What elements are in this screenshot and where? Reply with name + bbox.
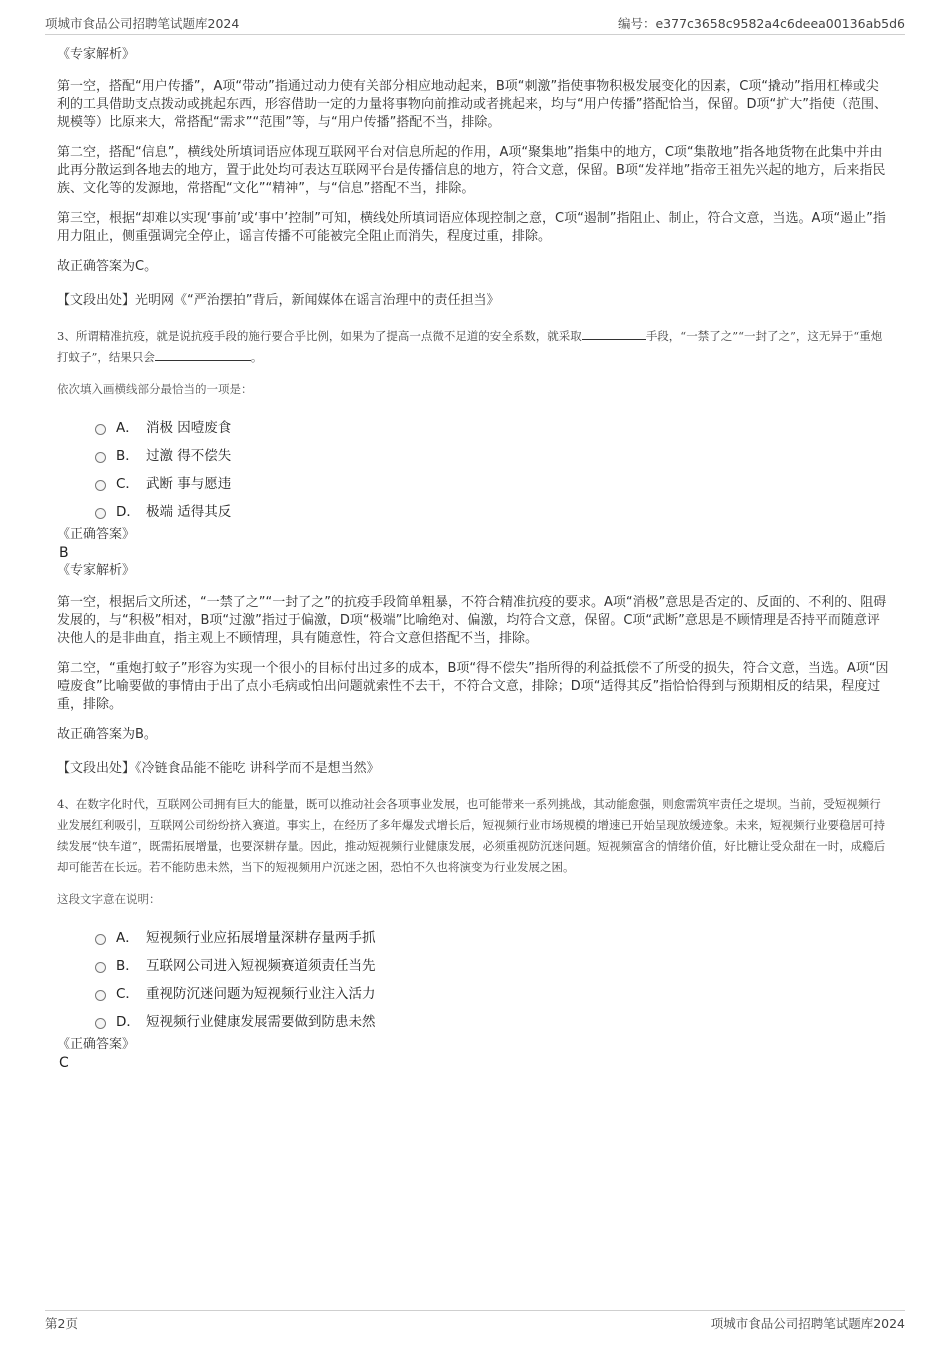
analysis-paragraph: 第一空，根据后文所述，“一禁了之”“一封了之”的抗疫手段简单粗暴，不符合精准抗疫的要求。A项“消极”意思是否定的、反面的、不利的、阻碍发展的，与“积极”相对，B项“过激”指过于偏激，D项“极端”比喻绝对、偏激，均符合文意，保留。C项“武断”意思是不顾情理是否持平而随意评决他人的是非曲直，指主观上不顾情理，具有随意性，符合文意但搭配不当，排除。: [57, 595, 887, 646]
radio-icon[interactable]: [95, 508, 106, 519]
option-key: B．: [116, 958, 139, 974]
header-divider: [45, 34, 905, 35]
option-text: 短视频行业健康发展需要做到防患未然: [146, 1014, 376, 1030]
header-title: 项城市食品公司招聘笔试题库2024: [45, 16, 240, 31]
analysis-paragraph: 第一空，搭配“用户传播”，A项“带动”指通过动力使有关部分相应地动起来，B项“刺激”指使事物积极发展变化的因素，C项“撬动”指用杠棒或尖利的工具借助支点拨动或挑起东西，形容借助一定的力量将事物向前推动或者挑起来，均与“用户传播”搭配恰当，保留。D项“扩大”指使（范围、规模等）比原来大，常搭配“需求”“范围”等，与“用户传播”搭配不当，排除。: [57, 79, 887, 130]
page-number: 第2页: [45, 1316, 78, 1331]
option-key: B．: [116, 448, 139, 464]
option-text: 短视频行业应拓展增量深耕存量两手抓: [146, 930, 376, 946]
option-d[interactable]: [95, 496, 890, 524]
page-footer: [45, 1314, 905, 1334]
option-c[interactable]: [95, 468, 890, 496]
option-text: 互联网公司进入短视频赛道须责任当先: [146, 958, 376, 974]
question-instruction: 依次填入画横线部分最恰当的一项是：: [57, 382, 253, 396]
radio-icon[interactable]: [95, 1018, 106, 1029]
question-4-text: 4、在数字化时代，互联网公司拥有巨大的能量，既可以推动社会各项事业发展，也可能带来一系列挑战，其动能愈强，则愈需筑牢责任之堤坝。当前，受短视频行业发展红利吸引，互联网公司纷纷挤入赛道。事实上，在经历了多年爆发式增长后，短视频行业市场规模的增速已开始呈现放缓迹象。未来，短视频行业要稳居可持续发展“快车道”，既需拓展增量，也要深耕存量。因此，推动短视频行业健康发展，必须重视防沉迷问题。短视频富含的情绪价值，好比糖让受众甜在一时，成瘾后却可能苦在长远。若不能防患未然，当下的短视频用户沉迷之困，恐怕不久也将演变为行业发展之困。: [57, 797, 886, 874]
analysis-label: 《专家解析》: [57, 47, 136, 62]
radio-icon[interactable]: [95, 452, 106, 463]
analysis-paragraph: 第三空，根据“却难以实现‘事前’或‘事中’控制”可知，横线处所填词语应体现控制之意，C项“遏制”指阻止、制止，符合文意，当选。A项“遏止”指用力阻止，侧重强调完全停止，谣言传播不可能被完全阻止而消失，程度过重，排除。: [57, 211, 886, 244]
page-header: [45, 14, 905, 34]
conclusion: 故正确答案为B。: [57, 727, 157, 742]
header-doc-id: 编号：e377c3658c9582a4c6deea00136ab5d6: [617, 16, 905, 31]
option-text: 过激 得不偿失: [146, 448, 232, 464]
option-d[interactable]: [95, 1006, 890, 1034]
option-b[interactable]: [95, 440, 890, 468]
correct-answer: C: [59, 1055, 69, 1071]
option-text: 消极 因噎废食: [146, 420, 232, 436]
radio-icon[interactable]: [95, 480, 106, 491]
blank-line: [155, 348, 251, 361]
option-key: A．: [116, 930, 139, 946]
question-instruction: 这段文字意在说明：: [57, 892, 161, 906]
options-list: [95, 922, 890, 1034]
page-content: [57, 46, 890, 1072]
option-b[interactable]: [95, 950, 890, 978]
option-a[interactable]: [95, 922, 890, 950]
answer-label: 《正确答案》: [57, 1037, 136, 1052]
option-key: D．: [116, 1014, 140, 1030]
radio-icon[interactable]: [95, 962, 106, 973]
analysis-label: 《专家解析》: [57, 563, 136, 578]
analysis-paragraph: 第二空，“重炮打蚊子”形容为实现一个很小的目标付出过多的成本，B项“得不偿失”指所得的利益抵偿不了所受的损失，符合文意，当选。A项“因噎废食”比喻要做的事情由于出了点小毛病或怕出问题就索性不去干，不符合文意，排除；D项“适得其反”指恰恰得到与预期相反的结果，程度过重，排除。: [57, 661, 889, 712]
option-text: 极端 适得其反: [146, 504, 232, 520]
question-text-part: 3、所谓精准抗疫，就是说抗疫手段的施行要合乎比例，如果为了提高一点微不足道的安全系数，就采取: [57, 329, 582, 343]
correct-answer: B: [59, 545, 69, 561]
blank-line: [582, 327, 646, 340]
question-3-text: [57, 326, 890, 368]
footer-title: 项城市食品公司招聘笔试题库2024: [710, 1316, 905, 1331]
option-key: A．: [116, 420, 139, 436]
option-text: 武断 事与愿违: [146, 476, 232, 492]
question-text-part: 手段，“一禁了之”“一封了之”，这无异于“重炮打蚊子”，结果只会: [57, 329, 883, 364]
option-text: 重视防沉迷问题为短视频行业注入活力: [146, 986, 376, 1002]
option-key: D．: [116, 504, 140, 520]
options-list: [95, 412, 890, 524]
source-citation: 【文段出处】光明网《“严治摆拍”背后，新闻媒体在谣言治理中的责任担当》: [57, 293, 500, 308]
option-c[interactable]: [95, 978, 890, 1006]
answer-label: 《正确答案》: [57, 527, 136, 542]
footer-divider: [45, 1310, 905, 1311]
option-key: C．: [116, 476, 139, 492]
option-a[interactable]: [95, 412, 890, 440]
conclusion: 故正确答案为C。: [57, 259, 158, 274]
radio-icon[interactable]: [95, 934, 106, 945]
radio-icon[interactable]: [95, 990, 106, 1001]
option-key: C．: [116, 986, 139, 1002]
radio-icon[interactable]: [95, 424, 106, 435]
analysis-paragraph: 第二空，搭配“信息”，横线处所填词语应体现互联网平台对信息所起的作用，A项“聚集地”指集中的地方，C项“集散地”指各地货物在此集中并由此再分散运到各地去的地方，置于此处均可表达互联网平台是传播信息的地方，符合文意，保留。B项“发祥地”指帝王祖先兴起的地方，后来指民族、文化等的发源地，常搭配“文化”“精神”，与“信息”搭配不当，排除。: [57, 145, 886, 196]
question-text-part: 。: [250, 350, 263, 364]
source-citation: 【文段出处】《冷链食品能不能吃 讲科学而不是想当然》: [57, 761, 380, 776]
